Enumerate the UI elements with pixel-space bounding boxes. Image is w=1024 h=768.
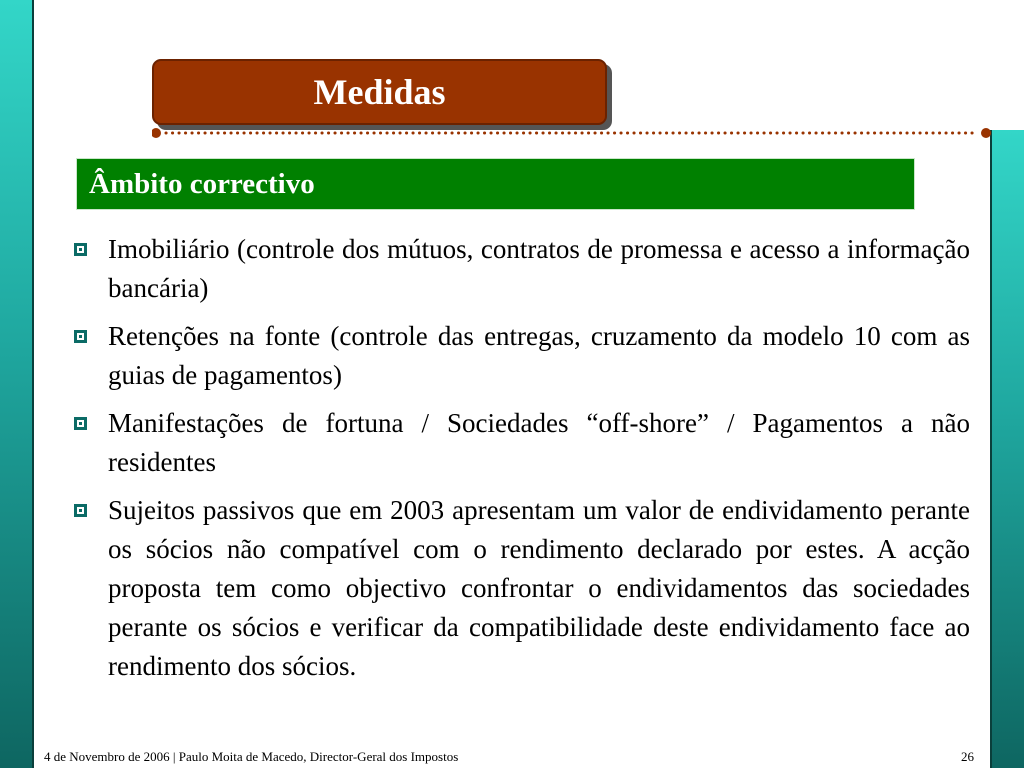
bullet-item xyxy=(72,491,970,686)
square-bullet-icon xyxy=(74,417,87,430)
left-accent-bar xyxy=(0,0,34,768)
bullet-text: Retenções na fonte (controle das entregas, cruzamento da modelo 10 com as guias de pagamentos) xyxy=(108,321,970,390)
section-heading-box xyxy=(76,158,915,210)
square-bullet-icon xyxy=(74,330,87,343)
divider-end-dot-right xyxy=(981,128,991,138)
bullet-text: Manifestações de fortuna / Sociedades “off-shore” / Pagamentos a não residentes xyxy=(108,408,970,477)
square-bullet-icon xyxy=(74,504,87,517)
page-number: 26 xyxy=(961,749,974,764)
slide-title-box xyxy=(152,59,607,125)
square-bullet-icon xyxy=(74,243,87,256)
dotted-divider xyxy=(152,126,992,140)
bullet-list xyxy=(72,230,970,695)
slide-title: Medidas xyxy=(313,72,446,112)
bullet-text: Sujeitos passivos que em 2003 apresentam um valor de endividamento perante os sócios não compatível com o rendimento declarado por estes. A acção proposta tem como objectivo confrontar o endividamentos das sociedades perante os sócios e verificar da compatibilidade deste endividamento face ao rendimento dos sócios. xyxy=(108,495,970,681)
divider-end-dot-left xyxy=(152,128,161,138)
section-heading: Âmbito correctivo xyxy=(89,167,315,200)
bullet-item xyxy=(72,317,970,395)
bullet-text: Imobiliário (controle dos mútuos, contratos de promessa e acesso a informação bancária) xyxy=(108,234,970,303)
bullet-item xyxy=(72,404,970,482)
footer-text: 4 de Novembro de 2006 | Paulo Moita de Macedo, Director-Geral dos Impostos xyxy=(44,749,459,764)
right-accent-bar xyxy=(990,130,1024,768)
bullet-item xyxy=(72,230,970,308)
